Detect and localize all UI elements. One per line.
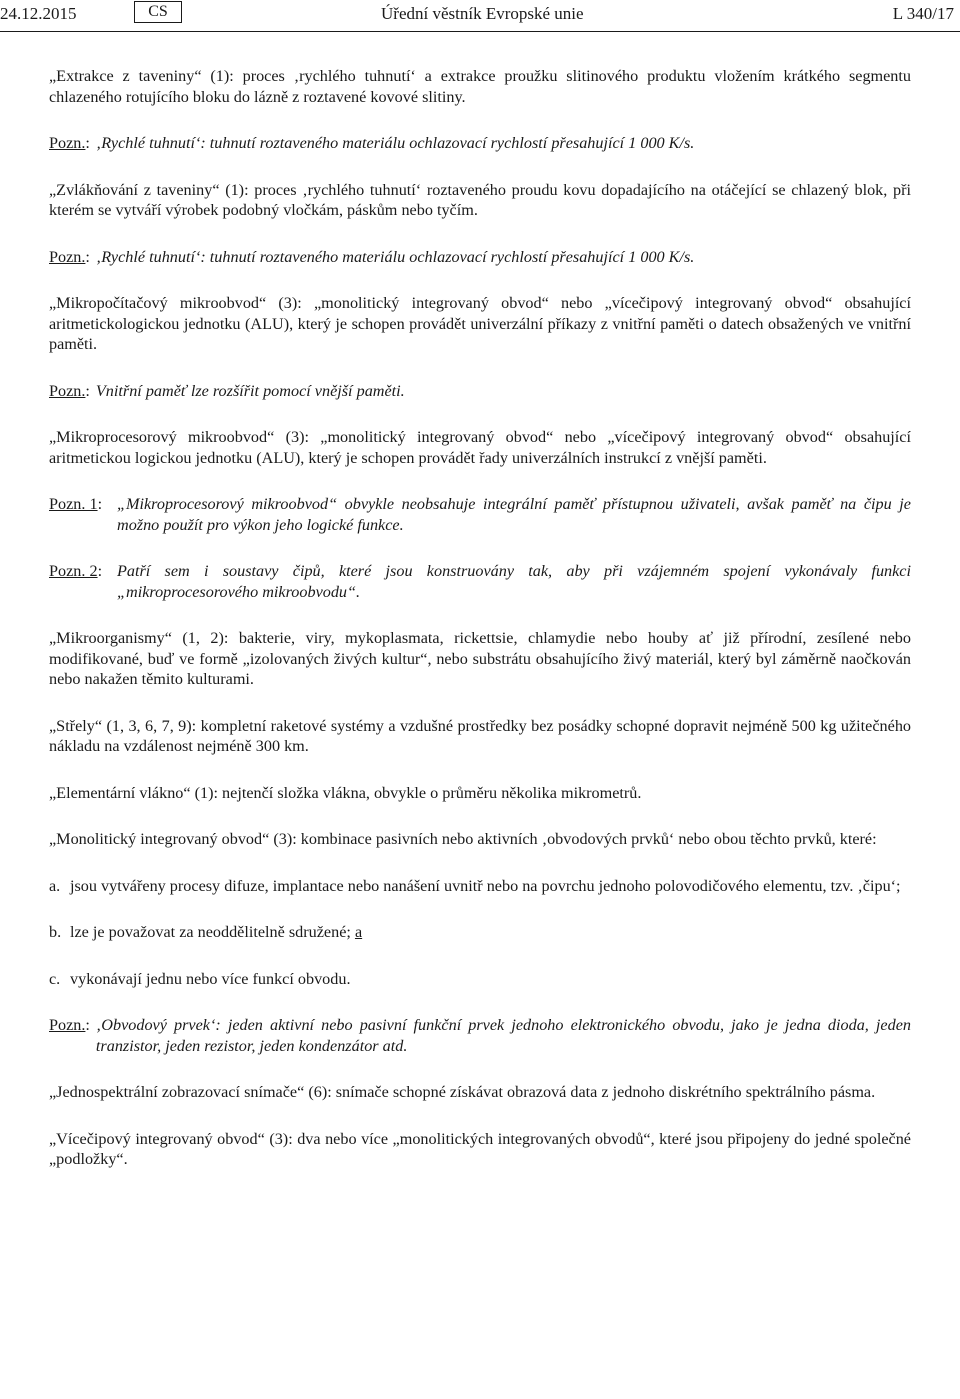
page-number: L 340/17	[892, 4, 954, 23]
definition-mikropocitacovy-mikroobvod: „Mikropočítačový mikroobvod“ (3): „monolitický integrovaný obvod“ nebo „vícečipový integrovaný obvod“ obsahující aritmetickologickou jednotku (ALU), který je schopen provádět univerzální příkazy z vnitřní paměti o datech obsažených ve vnitřní paměti.	[49, 294, 911, 353]
journal-title: Úřední věstník Evropské unie	[381, 4, 584, 23]
note-text: „Mikroprocesorový mikroobvod“ obvykle neobsahuje integrální paměť přístupnou uživateli, avšak paměť na čipu je možno použít pro výkon jeho logické funkce.	[117, 495, 911, 534]
document-body	[49, 66, 911, 1170]
list-text: lze je považovat za neoddělitelně sdružené;	[70, 923, 355, 941]
note-zvlaknovani: Pozn.: ‚Rychlé tuhnutí‘: tuhnutí roztaveného materiálu ochlazovací rychlostí přesahující 1 000 K/s.	[49, 247, 911, 268]
list-text: jsou vytvářeny procesy difuze, implantace nebo nanášení uvnitř nebo na povrchu jednoho polovodičového elementu, tzv. ‚čipu‘;	[70, 876, 901, 895]
definition-mikroorganismy: „Mikroorganismy“ (1, 2): bakterie, viry, mykoplasmata, rickettsie, chlamydie nebo houby ať již přírodní, zesílené nebo modifikované, buď ve formě „izolovaných živých kultur“, nebo substrátu obsahujícího živý materiál, který byl záměrně naočkován nebo nakažen těmito kulturami.	[49, 629, 911, 688]
page-header	[0, 4, 960, 28]
definition-vicecipovy-obvod: „Vícečipový integrovaný obvod“ (3): dva nebo více „monolitických integrovaných obvodů“, které jsou připojeny do jedné společné „podložky“.	[49, 1129, 911, 1168]
note-label: Pozn.	[49, 247, 86, 266]
note-mikropocitacovy: Pozn.: Vnitřní paměť lze rozšířit pomocí vnější paměti.	[49, 381, 911, 402]
note-text: Patří sem i soustavy čipů, které jsou konstruovány tak, aby při vzájemném spojení vykonávaly funkci „mikroprocesorového mikroobvodu“.	[117, 562, 911, 601]
list-marker: a.	[49, 876, 61, 895]
definition-strely: „Střely“ (1, 3, 6, 7, 9): kompletní raketové systémy a vzdušné prostředky bez posádky schopné dopravit nejméně 500 kg užitečného nákladu na vzdálenost nejméně 300 km.	[49, 716, 911, 755]
publication-date: 24.12.2015	[0, 4, 77, 23]
definition-elementarni-vlakno: „Elementární vlákno“ (1): nejtenčí složka vlákna, obvykle o průměru několika mikrometrů.	[49, 783, 642, 802]
note-label: Pozn.	[49, 1016, 86, 1034]
note-text: ‚Obvodový prvek‘: jeden aktivní nebo pasivní funkční prvek jednoho elektronického obvodu, jako je jedna dioda, jeden tranzistor, jeden rezistor, jeden kondenzátor atd.	[95, 1016, 911, 1055]
note-label: Pozn. 1	[49, 495, 98, 513]
list-marker: c.	[49, 969, 61, 988]
list-item-a	[49, 876, 911, 897]
note-mikroprocesor-2: Pozn. 2: Patří sem i soustavy čipů, které jsou konstruovány tak, aby při vzájemném spojení vykonávaly funkci „mikroprocesorového mikroobvodu“.	[49, 562, 911, 601]
note-label: Pozn.	[49, 381, 86, 400]
note-mikroprocesor-1: Pozn. 1: „Mikroprocesorový mikroobvod“ obvykle neobsahuje integrální paměť přístupnou uživateli, avšak paměť na čipu je možno použít pro výkon jeho logické funkce.	[49, 495, 911, 534]
definition-zvlaknovani: „Zvlákňování z taveniny“ (1): proces ‚rychlého tuhnutí‘ roztaveného proudu kovu dopadajícího na otáčející se chlazený blok, při kterém se vytváří výrobek podobný vločkám, páskům nebo tyčím.	[49, 180, 911, 219]
note-monoliticky: Pozn.: ‚Obvodový prvek‘: jeden aktivní nebo pasivní funkční prvek jednoho elektronického obvodu, jako je jedna dioda, jeden tranzistor, jeden rezistor, jeden kondenzátor atd.	[49, 1016, 911, 1055]
list-text: vykonávají jednu nebo více funkcí obvodu.	[70, 969, 351, 988]
list-item-b	[49, 922, 911, 943]
list-conjunction: a	[354, 923, 363, 941]
definition-monoliticky-obvod: „Monolitický integrovaný obvod“ (3): kombinace pasivních nebo aktivních ‚obvodových prvků‘ nebo obou těchto prvků, které:	[49, 830, 877, 848]
list-marker: b.	[49, 923, 62, 941]
note-extrakce: Pozn.: ‚Rychlé tuhnutí‘: tuhnutí roztaveného materiálu ochlazovací rychlostí přesahující 1 000 K/s.	[49, 133, 911, 154]
note-text: Vnitřní paměť lze rozšířit pomocí vnější paměti.	[95, 381, 405, 400]
note-label: Pozn. 2	[49, 562, 98, 580]
note-text: ‚Rychlé tuhnutí‘: tuhnutí roztaveného materiálu ochlazovací rychlostí přesahující 1 000 K/s.	[95, 247, 695, 266]
header-divider	[0, 31, 960, 32]
language-badge: CS	[134, 1, 182, 23]
definition-mikroprocesorovy-mikroobvod: „Mikroprocesorový mikroobvod“ (3): „monolitický integrovaný obvod“ nebo „vícečipový integrovaný obvod“ obsahující aritmetickou logickou jednotku (ALU), který je schopen provádět řady univerzálních instrukcí z vnější paměti.	[49, 428, 911, 467]
definition-extrakce: „Extrakce z taveniny“ (1): proces ‚rychlého tuhnutí‘ a extrakce proužku slitinového produktu vložením krátkého segmentu chlazeného rotujícího bloku do lázně z roztavené kovové slitiny.	[49, 67, 911, 106]
list-item-c	[49, 969, 911, 990]
note-label: Pozn.	[49, 134, 86, 152]
definition-jednospektralni-snimace: „Jednospektrální zobrazovací snímače“ (6): snímače schopné získávat obrazová data z jednoho diskrétního spektrálního pásma.	[49, 1083, 876, 1101]
note-text: ‚Rychlé tuhnutí‘: tuhnutí roztaveného materiálu ochlazovací rychlostí přesahující 1 000 K/s.	[95, 134, 695, 152]
